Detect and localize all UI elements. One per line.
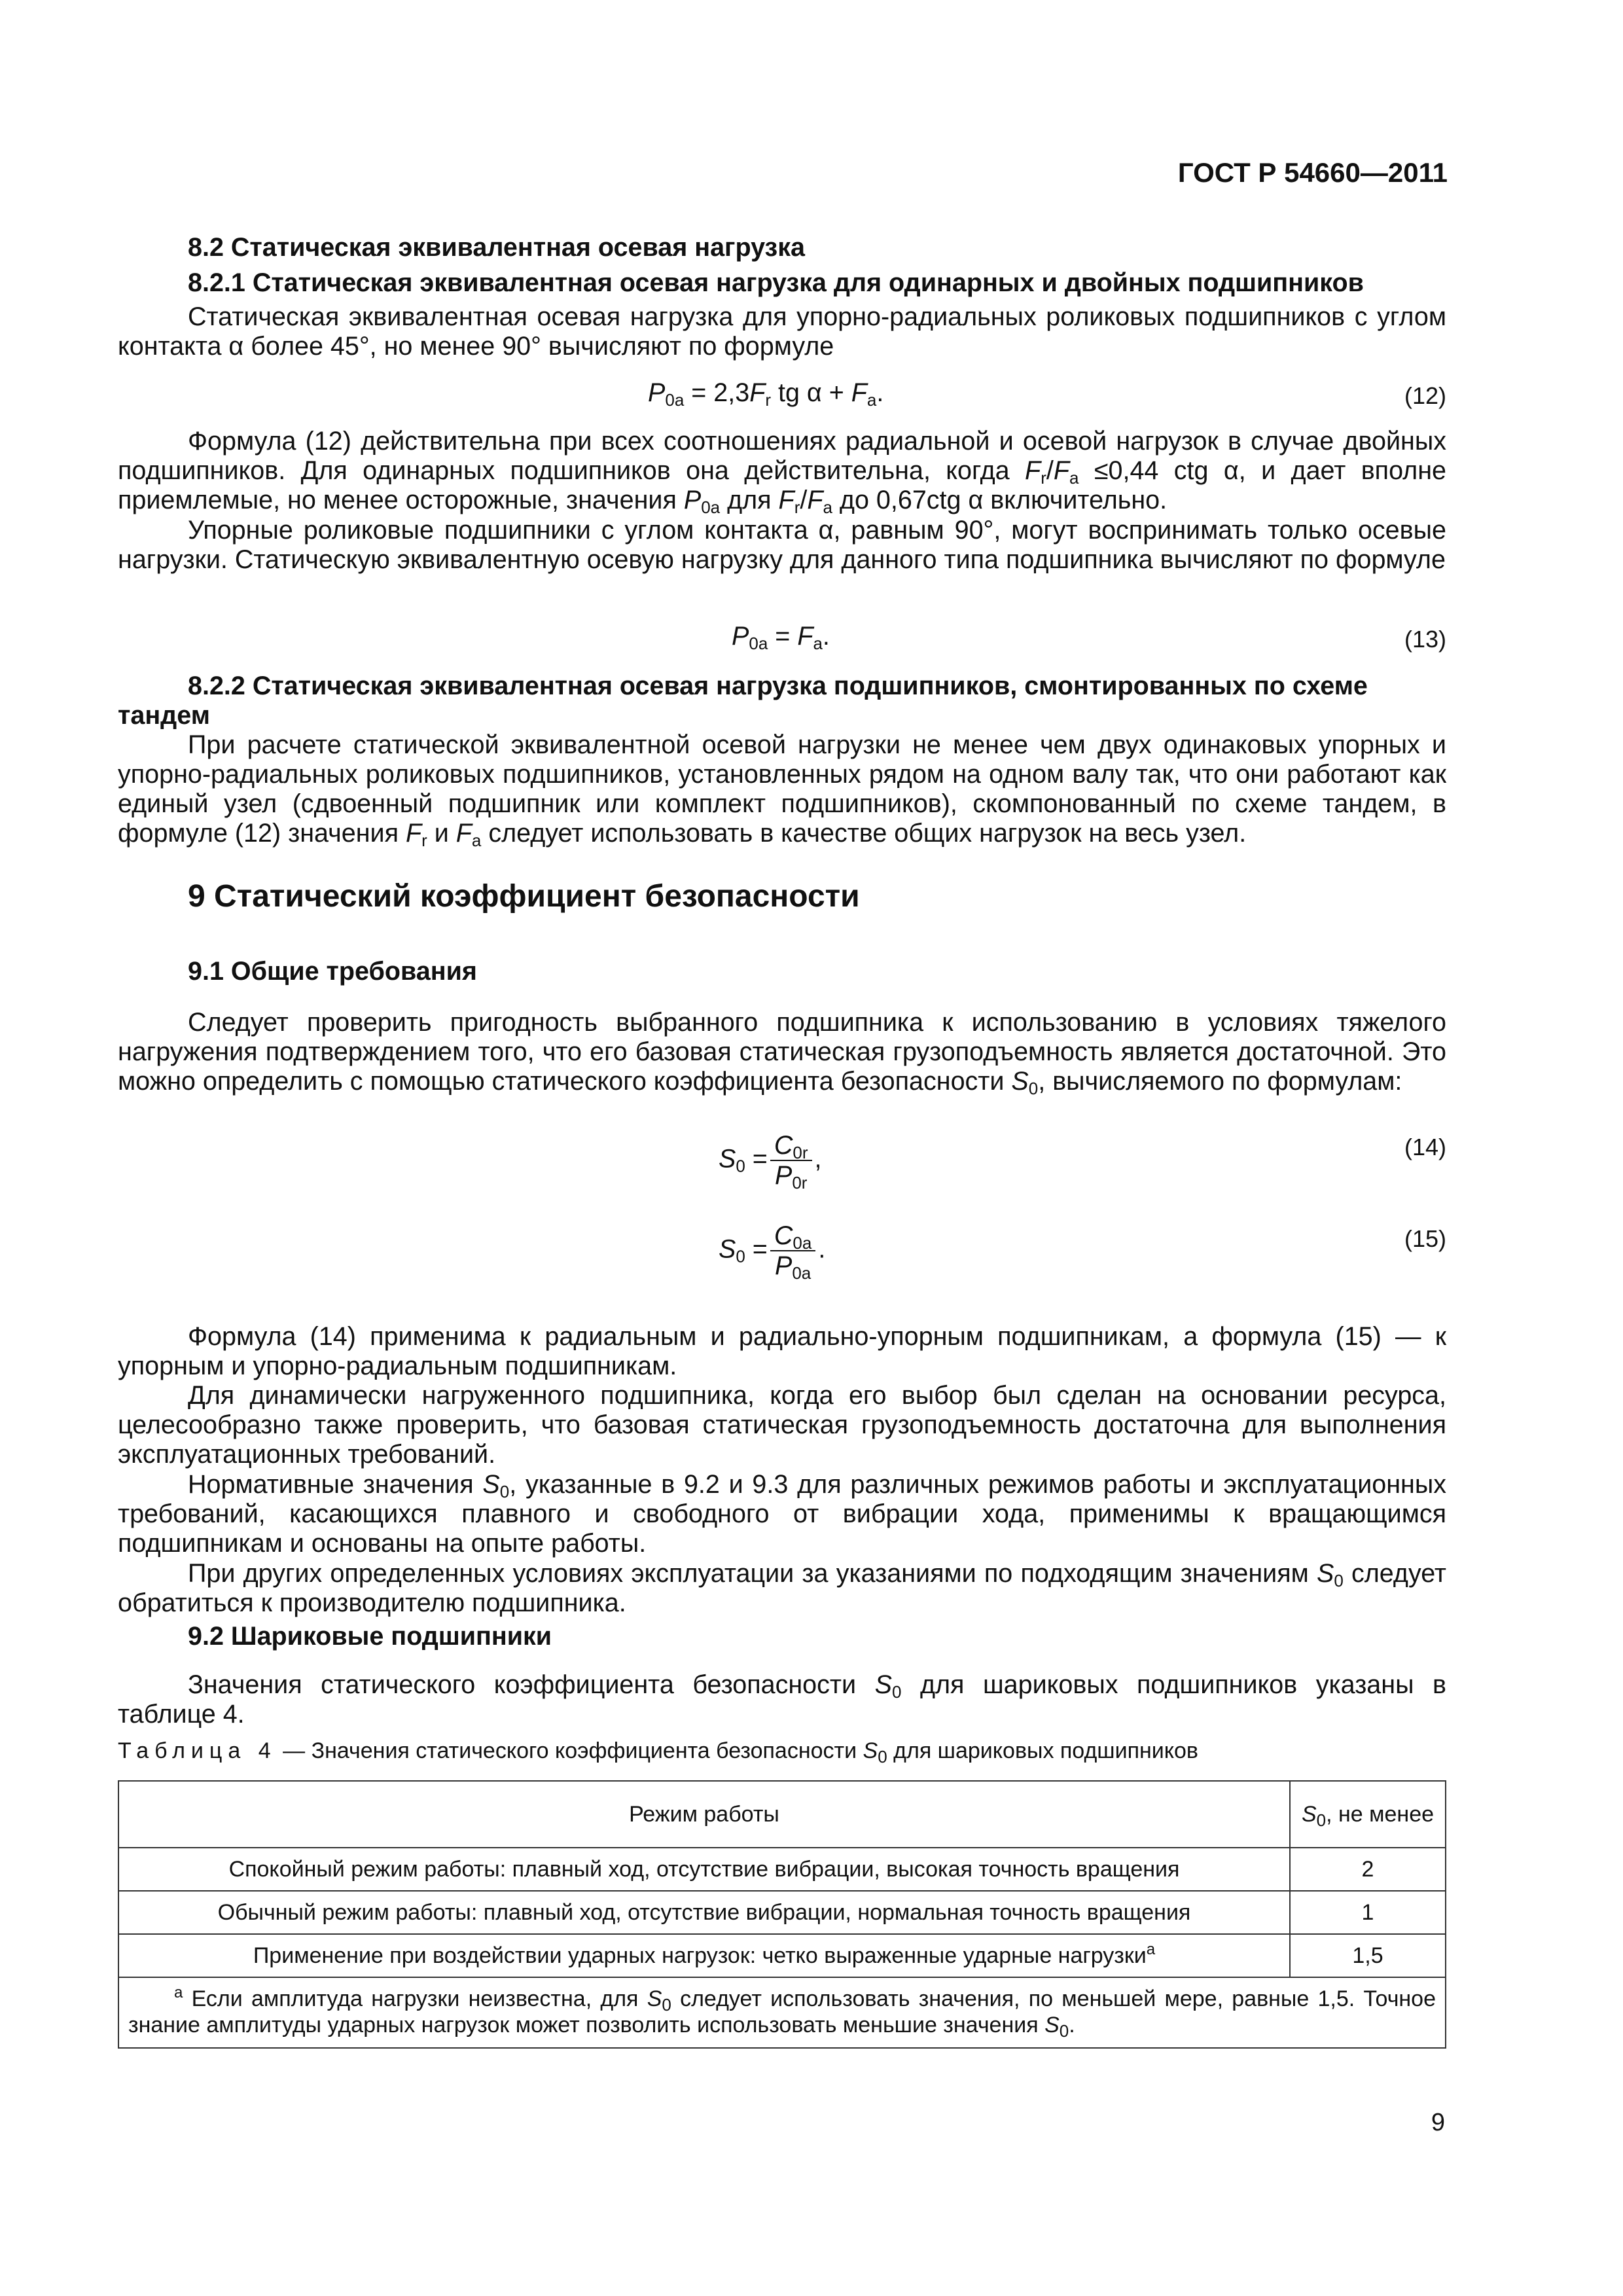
table-cell-value: 1	[1290, 1891, 1446, 1934]
table-row	[118, 1934, 1446, 1977]
section-9-title: 9 Статический коэффициент безопасности	[188, 879, 860, 914]
paragraph-tandem: При расчете статической эквивалентной осевой нагрузки не менее чем двух одинаковых упорных и упорно-радиальных роликовых подшипников, установленных рядом на одном валу так, что они работают как единый узел (сдвоенный подшипник или комплект подшипников), скомпонованный по схеме тандем, в формуле (12) значения $F_r$ и $F_a$ следует использовать в качестве общих нагрузок на весь узел.	[118, 730, 1446, 850]
paragraph-9-2-intro: Значения статического коэффициента безопасности $S_0$ для шариковых подшипников указаны в таблице 4.	[118, 1670, 1446, 1729]
section-8-2-title: 8.2 Статическая эквивалентная осевая нагрузка	[188, 233, 805, 262]
column-header-mode: Режим работы	[118, 1781, 1290, 1848]
footnote-reference: а	[1146, 1940, 1156, 1958]
table-row	[118, 1848, 1446, 1891]
equation-number-13: (13)	[1404, 626, 1446, 653]
formula-13: $P_{0a} = F_a$.	[732, 622, 830, 653]
column-header-s0: $S_0$, не менее	[1290, 1781, 1446, 1848]
page-number: 9	[1431, 2109, 1445, 2136]
formula-14: $S_0$ = $\frac{C_{0r}}{P_{0r}}$ ,	[719, 1131, 822, 1193]
formula-12: $P_{0a} = 2,3F_r$ tg $\alpha + F_a$.	[648, 378, 884, 410]
document-number-header: ГОСТ Р 54660—2011	[1177, 157, 1448, 188]
paragraph-formula-applicability: Формула (14) применима к радиальным и радиально-упорным подшипникам, а формула (15) — к упорным и упорно-радиальным подшипникам.	[118, 1322, 1446, 1380]
table-cell-mode: Обычный режим работы: плавный ход, отсутствие вибрации, нормальная точность вращения	[118, 1891, 1290, 1934]
table-footnote-row	[118, 1977, 1446, 2048]
table-4-caption: Таблица 4 — Значения статического коэффициента безопасности $S_0$ для шариковых подшипников	[118, 1738, 1198, 1767]
equation-number-14: (14)	[1404, 1134, 1446, 1160]
equation-number-12: (12)	[1404, 382, 1446, 409]
section-8-2-2-title: 8.2.2 Статическая эквивалентная осевая нагрузка подшипников, смонтированных по схеме тандем	[118, 672, 1368, 730]
equation-number-15: (15)	[1404, 1225, 1446, 1252]
table-cell-mode: Применение при воздействии ударных нагрузок: четко выраженные ударные нагрузки$^а$	[118, 1934, 1290, 1977]
paragraph-9-1-intro: Следует проверить пригодность выбранного подшипника к использованию в условиях тяжелого нагружения подтверждением того, что его базовая статическая грузоподъемность является достаточной. Это можно определить с помощью статического коэффициента безопасности $S_0$, вычисляемого по формулам:	[118, 1008, 1446, 1098]
paragraph-normative-values: Нормативные значения $S_0$, указанные в 9.2 и 9.3 для различных режимов работы и эксплуатационных требований, касающихся плавного и свободного от вибрации хода, применимы к вращающимся подшипникам и основаны на опыте работы.	[118, 1470, 1446, 1558]
table-cell-value: 1,5	[1290, 1934, 1446, 1977]
paragraph-dynamic-loading: Для динамически нагруженного подшипника, когда его выбор был сделан на основании ресурса, целесообразно также проверить, что базовая статическая грузоподъемность достаточна для выполнения эксплуатационных требований.	[118, 1381, 1446, 1469]
table-row	[118, 1891, 1446, 1934]
paragraph-formula-12-validity: Формула (12) действительна при всех соотношениях радиальной и осевой нагрузок в случае двойных подшипников. Для одинарных подшипников она действительна, когда $F_r/F_a \le 0,44$ ctg α, и дает вполне приемлемые, но менее осторожные, значения $P_{0a}$ для $F_r/F_a$ до 0,67ctg α включительно.	[118, 427, 1446, 517]
table-cell-value: 2	[1290, 1848, 1446, 1891]
section-9-2-title: 9.2 Шариковые подшипники	[188, 1622, 552, 1651]
section-8-2-1-title: 8.2.1 Статическая эквивалентная осевая нагрузка для одинарных и двойных подшипников	[188, 268, 1364, 297]
section-9-1-title: 9.1 Общие требования	[188, 957, 477, 986]
formula-15: $S_0$ = $\frac{C_{0a}}{P_{0a}}$ .	[719, 1221, 826, 1283]
table-header-row	[118, 1781, 1446, 1848]
paragraph-8-2-1-intro: Статическая эквивалентная осевая нагрузка для упорно-радиальных роликовых подшипников с углом контакта α более 45°, но менее 90° вычисляют по формуле	[118, 302, 1446, 361]
table-cell-mode: Спокойный режим работы: плавный ход, отсутствие вибрации, высокая точность вращения	[118, 1848, 1290, 1891]
paragraph-other-conditions: При других определенных условиях эксплуатации за указаниями по подходящим значениям $S_0$ следует обратиться к производителю подшипника.	[118, 1559, 1446, 1617]
table-footnote: $^а$ Если амплитуда нагрузки неизвестна, для $S_0$ следует использовать значения, по меньшей мере, равные 1,5. Точное знание амплитуды ударных нагрузок может позволить использовать меньшие значения $S_0$.	[118, 1977, 1446, 2048]
paragraph-thrust-roller: Упорные роликовые подшипники с углом контакта α, равным 90°, могут воспринимать только осевые нагрузки. Статическую эквивалентную осевую нагрузку для данного типа подшипника вычисляют по формуле	[118, 516, 1446, 574]
table-4	[118, 1780, 1446, 2049]
static-safety-factor-table	[118, 1780, 1446, 2049]
